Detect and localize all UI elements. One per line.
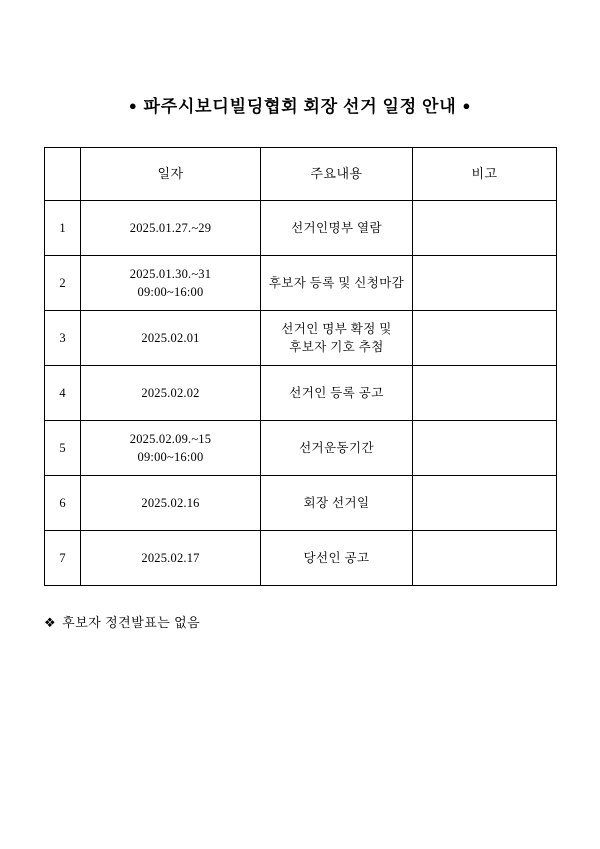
cell-date-line1: 2025.01.27.~29 bbox=[129, 220, 212, 235]
cell-number: 4 bbox=[45, 366, 81, 421]
cell-content-line1: 선거운동기간 bbox=[299, 440, 374, 455]
cell-date bbox=[81, 311, 261, 366]
cell-content bbox=[261, 201, 413, 256]
cell-number: 6 bbox=[45, 476, 81, 531]
page-title-text: 파주시보디빌딩협회 회장 선거 일정 안내 bbox=[143, 97, 457, 116]
table-row bbox=[45, 201, 557, 256]
cell-content bbox=[261, 531, 413, 586]
footnote bbox=[44, 612, 556, 631]
cell-content-line1: 선거인 명부 확정 및 bbox=[281, 321, 392, 336]
cell-date-line1: 2025.02.16 bbox=[141, 495, 200, 510]
column-header-note: 비고 bbox=[413, 148, 557, 201]
cell-date-line1: 2025.02.09.~15 bbox=[129, 431, 212, 446]
cell-note bbox=[413, 476, 557, 531]
diamond-bullet-icon: ❖ bbox=[44, 615, 57, 630]
table-header-row bbox=[45, 148, 557, 201]
cell-date-line2: 09:00~16:00 bbox=[137, 450, 204, 464]
cell-number: 7 bbox=[45, 531, 81, 586]
cell-date bbox=[81, 476, 261, 531]
cell-content bbox=[261, 311, 413, 366]
cell-number: 2 bbox=[45, 256, 81, 311]
cell-content-line2: 후보자 기호 추첨 bbox=[289, 340, 384, 354]
table-row bbox=[45, 256, 557, 311]
table-row bbox=[45, 311, 557, 366]
cell-date-line2: 09:00~16:00 bbox=[137, 285, 204, 299]
column-header-number bbox=[45, 148, 81, 201]
cell-note bbox=[413, 201, 557, 256]
cell-note bbox=[413, 256, 557, 311]
table-row bbox=[45, 366, 557, 421]
cell-content bbox=[261, 366, 413, 421]
page-title bbox=[44, 0, 556, 117]
cell-number: 3 bbox=[45, 311, 81, 366]
cell-number: 5 bbox=[45, 421, 81, 476]
column-header-date: 일자 bbox=[81, 148, 261, 201]
cell-content-line1: 후보자 등록 및 신청마감 bbox=[268, 275, 405, 290]
cell-note bbox=[413, 311, 557, 366]
cell-date bbox=[81, 256, 261, 311]
cell-date-line1: 2025.02.17 bbox=[141, 550, 200, 565]
cell-content-line1: 선거인명부 열람 bbox=[291, 220, 382, 235]
cell-date bbox=[81, 531, 261, 586]
bullet-right-icon: ● bbox=[462, 98, 472, 113]
cell-date-line1: 2025.02.01 bbox=[141, 330, 200, 345]
cell-number: 1 bbox=[45, 201, 81, 256]
cell-content-line1: 회장 선거일 bbox=[303, 495, 370, 510]
footnote-text: 후보자 정견발표는 없음 bbox=[62, 615, 201, 630]
cell-note bbox=[413, 531, 557, 586]
cell-date bbox=[81, 366, 261, 421]
cell-date bbox=[81, 421, 261, 476]
table-row bbox=[45, 421, 557, 476]
cell-date-line1: 2025.01.30.~31 bbox=[129, 266, 212, 281]
election-schedule-table bbox=[44, 147, 557, 586]
cell-note bbox=[413, 421, 557, 476]
table-row bbox=[45, 531, 557, 586]
cell-date-line1: 2025.02.02 bbox=[141, 385, 200, 400]
cell-content bbox=[261, 421, 413, 476]
cell-content-line1: 선거인 등록 공고 bbox=[289, 385, 384, 400]
cell-content bbox=[261, 256, 413, 311]
cell-content bbox=[261, 476, 413, 531]
cell-note bbox=[413, 366, 557, 421]
cell-date bbox=[81, 201, 261, 256]
column-header-content: 주요내용 bbox=[261, 148, 413, 201]
bullet-left-icon: ● bbox=[128, 98, 138, 113]
table-row bbox=[45, 476, 557, 531]
cell-content-line1: 당선인 공고 bbox=[303, 550, 370, 565]
